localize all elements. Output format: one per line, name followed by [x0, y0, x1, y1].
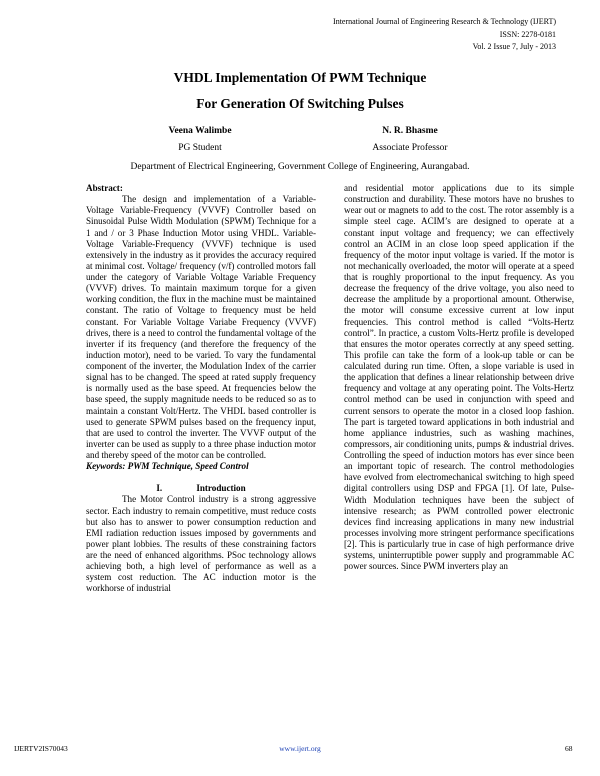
author-1-role: PG Student — [178, 143, 222, 153]
affiliation: Department of Electrical Engineering, Government College of Engineering, Aurangabad. — [130, 162, 470, 172]
paper-title-line-2: For Generation Of Switching Pulses — [196, 96, 404, 111]
journal-name: International Journal of Engineering Research & Technology (IJERT) — [333, 17, 556, 26]
abstract-heading: Abstract: — [86, 183, 123, 193]
introduction-text: The Motor Control industry is a strong aggressive sector. Each industry to remain competitive, must reduce costs but also has to answer to power consumption reduction and EMI radiation reduction issues imposed by governments and power plant lobbies. The results of these constraining factors are the need of enhanced algorithms. PSoc technology allows achieving both, a high level of performance as well as a system cost reduction. The AC induction motor is the workhorse of industrial — [86, 494, 316, 594]
journal-header — [333, 16, 556, 54]
author-2 — [330, 126, 490, 154]
journal-issn: ISSN: 2278-0181 — [499, 29, 556, 39]
journal-volume: Vol. 2 Issue 7, July - 2013 — [472, 42, 556, 51]
journal-website-link[interactable]: www.ijert.org — [279, 744, 321, 753]
left-column — [86, 183, 316, 595]
right-column — [344, 183, 574, 572]
section-number: I. — [156, 483, 163, 494]
author-1 — [120, 126, 280, 154]
section-title: Introduction — [196, 483, 246, 494]
section-heading-introduction — [86, 483, 316, 494]
abstract-text: The design and implementation of a Variable-Voltage Variable-Frequency (VVVF) Controller based on Sinusoidal Pulse Width Modulation (SPWM) Technique for a 1 and / or 3 Phase Induction Motor using VHDL. Variable-Voltage Variable-Frequency (VVVF) technique is used extensively in the industry as it provides the accuracy required at minimal cost. Voltage/ frequency (v/f) controlled motors fall under the category of Variable Voltage Variable Frequency (VVVF) drives. To maintain maximum torque for a given working condition, the flux in the machine must be maintained constant. The ratio of Voltage to frequency must be held constant. For Variable Voltage Variabe Frequency (VVVF) drives, there is a need to control the fundamental voltage of the inverter if its frequency (and therefore the frequency of the induction motor), need to be varied. To vary the fundamental component of the inverter, the Modulation Index of the carrier signal has to be changed. The speed at rated supply frequency is normally used as the base speed. At frequencies below the base speed, the supply magnitude needs to be reduced so as to maintain a constant Volt/Hertz. The VHDL based controller is used to generate SPWM pulses based on the frequency input, that are used to control the inverter. The VVVF output of the inverter can be used as supply to a three phase induction motor and thereby speed of the motor can be controlled. — [86, 194, 316, 460]
author-2-name: N. R. Bhasme — [382, 126, 438, 136]
paper-title-line-1: VHDL Implementation Of PWM Technique — [173, 70, 427, 85]
keywords: Keywords: PWM Technique, Speed Control — [86, 461, 249, 472]
right-column-text: and residential motor applications due to its simple construction and durability. These motors have no brushes to wear out or magnets to add to the cost. The rotor assembly is a simple steel cage. ACIM’s are designed to operate at a constant input voltage and frequency; we can effectively control an ACIM in an close loop speed application if the frequency of the motor input voltage is varied. If the motor is not mechanically overloaded, the motor will operate at a speed that is roughly proportional to the input frequency. As you decrease the frequency of the drive voltage, you also need to decrease the amplitude by a proportional amount. Otherwise, the motor will consume excessive current at low input frequencies. This control method is called “Volts-Hertz control”. In practice, a custom Volts-Hertz profile is developed that ensures the motor operates correctly at any speed setting. This profile can take the form of a look-up table or can be calculated during run time. Often, a slope variable is used in the application that defines a linear relationship between drive frequency and voltage at any operating point. The Volts-Hertz control method can be used in conjunction with speed and current sensors to operate the motor in a closed loop fashion. The part is targeted toward applications in both industrial and home appliance industries, such as washing machines, compressors, air conditioning units, pumps & industrial drives. Controlling the speed of induction motors has ever since been an important topic of research. The control methodologies have evolved from electromechanical switching to high speed digital controllers using DSP and FPGA [1]. Of late, Pulse-Width Modulation techniques have been the subject of intensive research; as PWM controlled power electronic devices find increasing applications in many new industrial processes involving more stringent performance specifications [2]. This is particularly true in case of high performance drive systems, uninterruptible power supply and programmable AC power sources. Since PWM inverters play an — [344, 183, 574, 572]
paper-id: IJERTV2IS70043 — [14, 744, 68, 753]
page-number: 68 — [565, 744, 573, 753]
author-2-role: Associate Professor — [372, 143, 448, 153]
author-1-name: Veena Walimbe — [168, 126, 232, 136]
